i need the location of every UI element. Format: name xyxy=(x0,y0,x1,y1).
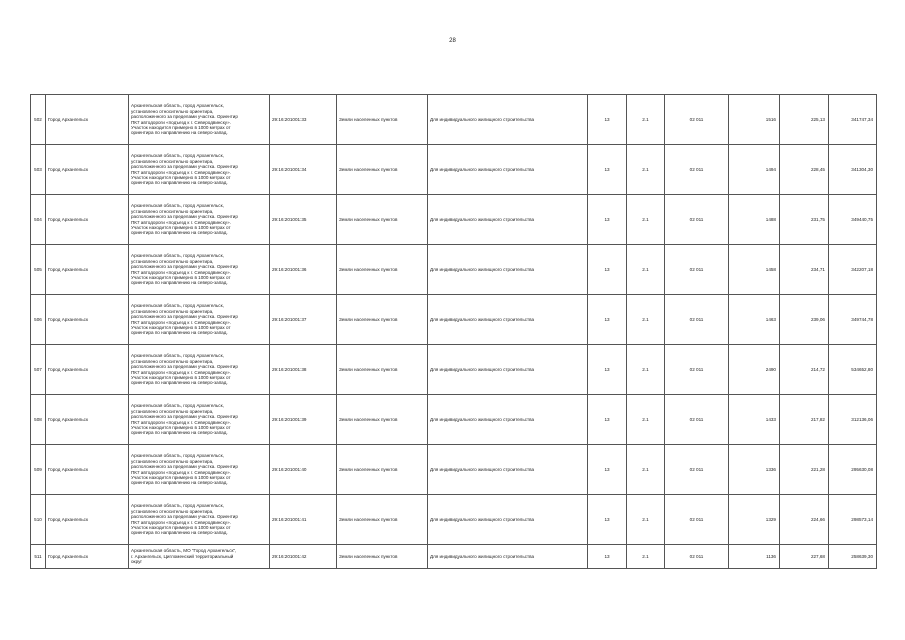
area-cell: 1136 xyxy=(729,545,780,569)
location-line: Архангельская область, город Архангельск, xyxy=(131,253,224,259)
land-category-cell: Земли населенных пунктов xyxy=(337,95,428,145)
location-line: расположенного за пределами участка. Ориентир xyxy=(131,464,238,470)
location-line: ориентира по направлению на северо-запад. xyxy=(131,330,228,336)
location-line: ПК7 автодороги «подъезд к г. Северодвинску». xyxy=(131,369,231,375)
location-cell xyxy=(129,145,270,195)
code-cell: 2.1 xyxy=(627,195,665,245)
location-line: установлено относительно ориентира, xyxy=(131,158,214,164)
code-cell: 2.1 xyxy=(627,95,665,145)
code-cell: 2.1 xyxy=(627,245,665,295)
row-number-cell: 509 xyxy=(31,445,46,495)
city-cell: Город Архангельск xyxy=(46,495,129,545)
code-cell: 2.1 xyxy=(627,145,665,195)
table-row xyxy=(31,245,877,295)
location-line: расположенного за пределами участка. Ориентир xyxy=(131,364,238,370)
zone-cell: 13 xyxy=(588,95,627,145)
zone-cell: 13 xyxy=(588,195,627,245)
location-cell xyxy=(129,545,270,569)
location-line: ПК7 автодороги «подъезд к г. Северодвинску». xyxy=(131,469,231,475)
location-line: Архангельская область, город Архангельск, xyxy=(131,403,224,409)
land-category-cell: Земли населенных пунктов xyxy=(337,245,428,295)
location-line: расположенного за пределами участка. Ориентир xyxy=(131,164,238,170)
location-cell xyxy=(129,195,270,245)
cadastral-number-cell: 29:16:201001:40 xyxy=(270,445,337,495)
price-cell: 217,82 xyxy=(780,395,829,445)
row-number-cell: 505 xyxy=(31,245,46,295)
code-cell: 2.1 xyxy=(627,495,665,545)
table-row xyxy=(31,345,877,395)
cadastral-value-cell: 341304,30 xyxy=(829,145,877,195)
permitted-use-cell: Для индивидуального жилищного строительства xyxy=(428,345,588,395)
location-line: Участок находится примерно в 1000 метрах от xyxy=(131,174,231,180)
location-line: установлено относительно ориентира, xyxy=(131,358,214,364)
location-line: ориентира по направлению на северо-запад. xyxy=(131,280,228,286)
permitted-use-cell: Для индивидуального жилищного строительства xyxy=(428,95,588,145)
location-line: установлено относительно ориентира, xyxy=(131,208,214,214)
code-cell: 2.1 xyxy=(627,445,665,495)
cadastral-number-cell: 29:16:201001:39 xyxy=(270,395,337,445)
cadastral-value-cell: 258639,30 xyxy=(829,545,877,569)
table-row xyxy=(31,295,877,345)
row-number-cell: 503 xyxy=(31,145,46,195)
cadastral-number-cell: 29:16:201001:42 xyxy=(270,545,337,569)
zone-cell: 13 xyxy=(588,445,627,495)
table-row xyxy=(31,495,877,545)
row-number-cell: 511 xyxy=(31,545,46,569)
location-cell xyxy=(129,245,270,295)
location-line: установлено относительно ориентира, xyxy=(131,458,214,464)
city-cell: Город Архангельск xyxy=(46,445,129,495)
location-line: ПК7 автодороги «подъезд к г. Северодвинску». xyxy=(131,219,231,225)
location-line: ориентира по направлению на северо-запад. xyxy=(131,230,228,236)
location-line: г. Архангельск, Цигломенский территориальный xyxy=(131,553,234,559)
table-row xyxy=(31,545,877,569)
city-cell: Город Архангельск xyxy=(46,545,129,569)
location-line: ПК7 автодороги «подъезд к г. Северодвинску». xyxy=(131,169,231,175)
location-line: ПК7 автодороги «подъезд к г. Северодвинску». xyxy=(131,519,231,525)
permitted-use-cell: Для индивидуального жилищного строительства xyxy=(428,445,588,495)
land-category-cell: Земли населенных пунктов xyxy=(337,395,428,445)
code-cell: 2.1 xyxy=(627,395,665,445)
table-row xyxy=(31,395,877,445)
location-line: расположенного за пределами участка. Ориентир xyxy=(131,214,238,220)
location-cell xyxy=(129,345,270,395)
land-category-cell: Земли населенных пунктов xyxy=(337,445,428,495)
land-category-cell: Земли населенных пунктов xyxy=(337,345,428,395)
row-number-cell: 502 xyxy=(31,95,46,145)
permitted-use-cell: Для индивидуального жилищного строительства xyxy=(428,195,588,245)
cadastral-number-cell: 29:16:201001:41 xyxy=(270,495,337,545)
location-line: расположенного за пределами участка. Ориентир xyxy=(131,514,238,520)
location-line: Архангельская область, город Архангельск, xyxy=(131,103,224,109)
code-cell: 2.1 xyxy=(627,345,665,395)
classifier-code-cell: 02 011 xyxy=(665,445,729,495)
table-row xyxy=(31,195,877,245)
land-plots-table xyxy=(30,94,877,569)
location-cell xyxy=(129,495,270,545)
zone-cell: 13 xyxy=(588,145,627,195)
city-cell: Город Архангельск xyxy=(46,395,129,445)
table-row xyxy=(31,445,877,495)
city-cell: Город Архангельск xyxy=(46,345,129,395)
classifier-code-cell: 02 011 xyxy=(665,345,729,395)
location-line: ориентира по направлению на северо-запад. xyxy=(131,130,228,136)
zone-cell: 13 xyxy=(588,545,627,569)
location-line: Участок находится примерно в 1000 метрах от xyxy=(131,524,231,530)
area-cell: 1433 xyxy=(729,395,780,445)
row-number-cell: 504 xyxy=(31,195,46,245)
area-cell: 1516 xyxy=(729,95,780,145)
cadastral-number-cell: 29:16:201001:38 xyxy=(270,345,337,395)
table-row xyxy=(31,145,877,195)
price-cell: 221,28 xyxy=(780,445,829,495)
row-number-cell: 506 xyxy=(31,295,46,345)
location-line: установлено относительно ориентира, xyxy=(131,508,214,514)
cadastral-value-cell: 349744,78 xyxy=(829,295,877,345)
permitted-use-cell: Для индивидуального жилищного строительства xyxy=(428,395,588,445)
classifier-code-cell: 02 011 xyxy=(665,545,729,569)
location-line: Архангельская область, город Архангельск, xyxy=(131,503,224,509)
location-line: расположенного за пределами участка. Ориентир xyxy=(131,414,238,420)
location-line: расположенного за пределами участка. Ориентир xyxy=(131,114,238,120)
permitted-use-cell: Для индивидуального жилищного строительства xyxy=(428,495,588,545)
cadastral-value-cell: 295630,08 xyxy=(829,445,877,495)
location-line: Архангельская область, город Архангельск, xyxy=(131,203,224,209)
row-number-cell: 508 xyxy=(31,395,46,445)
location-line: ПК7 автодороги «подъезд к г. Северодвинску». xyxy=(131,269,231,275)
zone-cell: 13 xyxy=(588,495,627,545)
classifier-code-cell: 02 011 xyxy=(665,245,729,295)
location-line: Архангельская область, город Архангельск, xyxy=(131,153,224,159)
location-cell xyxy=(129,395,270,445)
cadastral-number-cell: 29:16:201001:33 xyxy=(270,95,337,145)
land-category-cell: Земли населенных пунктов xyxy=(337,495,428,545)
permitted-use-cell: Для индивидуального жилищного строительства xyxy=(428,545,588,569)
classifier-code-cell: 02 011 xyxy=(665,195,729,245)
location-line: ПК7 автодороги «подъезд к г. Северодвинску». xyxy=(131,319,231,325)
location-line: Участок находится примерно в 1000 метрах от xyxy=(131,224,231,230)
location-line: ориентира по направлению на северо-запад. xyxy=(131,530,228,536)
location-line: ориентира по направлению на северо-запад. xyxy=(131,430,228,436)
area-cell: 1458 xyxy=(729,245,780,295)
city-cell: Город Архангельск xyxy=(46,195,129,245)
permitted-use-cell: Для индивидуального жилищного строительства xyxy=(428,295,588,345)
location-line: установлено относительно ориентира, xyxy=(131,308,214,314)
location-line: Участок находится примерно в 1000 метрах от xyxy=(131,124,231,130)
cadastral-number-cell: 29:16:201001:36 xyxy=(270,245,337,295)
area-cell: 1494 xyxy=(729,145,780,195)
zone-cell: 13 xyxy=(588,245,627,295)
cadastral-value-cell: 342207,18 xyxy=(829,245,877,295)
location-line: Архангельская область, город Архангельск, xyxy=(131,453,224,459)
row-number-cell: 507 xyxy=(31,345,46,395)
location-line: ПК7 автодороги «подъезд к г. Северодвинску». xyxy=(131,419,231,425)
cadastral-value-cell: 341747,34 xyxy=(829,95,877,145)
price-cell: 224,66 xyxy=(780,495,829,545)
price-cell: 214,72 xyxy=(780,345,829,395)
classifier-code-cell: 02 011 xyxy=(665,395,729,445)
location-line: Участок находится примерно в 1000 метрах от xyxy=(131,274,231,280)
location-line: расположенного за пределами участка. Ориентир xyxy=(131,264,238,270)
classifier-code-cell: 02 011 xyxy=(665,295,729,345)
city-cell: Город Архангельск xyxy=(46,95,129,145)
location-line: ориентира по направлению на северо-запад. xyxy=(131,380,228,386)
table-row xyxy=(31,95,877,145)
zone-cell: 13 xyxy=(588,395,627,445)
classifier-code-cell: 02 011 xyxy=(665,495,729,545)
area-cell: 1336 xyxy=(729,445,780,495)
price-cell: 231,75 xyxy=(780,195,829,245)
cadastral-number-cell: 29:16:201001:35 xyxy=(270,195,337,245)
zone-cell: 13 xyxy=(588,345,627,395)
cadastral-value-cell: 534652,80 xyxy=(829,345,877,395)
cadastral-number-cell: 29:16:201001:37 xyxy=(270,295,337,345)
zone-cell: 13 xyxy=(588,295,627,345)
location-line: округ xyxy=(131,559,143,565)
land-category-cell: Земли населенных пунктов xyxy=(337,545,428,569)
location-line: ПК7 автодороги «подъезд к г. Северодвинску». xyxy=(131,119,231,125)
permitted-use-cell: Для индивидуального жилищного строительства xyxy=(428,245,588,295)
cadastral-value-cell: 312136,06 xyxy=(829,395,877,445)
cadastral-value-cell: 349440,75 xyxy=(829,195,877,245)
location-line: Участок находится примерно в 1000 метрах от xyxy=(131,474,231,480)
city-cell: Город Архангельск xyxy=(46,145,129,195)
location-line: Архангельская область, город Архангельск, xyxy=(131,353,224,359)
city-cell: Город Архангельск xyxy=(46,245,129,295)
area-cell: 1329 xyxy=(729,495,780,545)
cadastral-value-cell: 298573,14 xyxy=(829,495,877,545)
location-line: установлено относительно ориентира, xyxy=(131,258,214,264)
price-cell: 227,68 xyxy=(780,545,829,569)
page-number: 28 xyxy=(449,38,456,44)
land-category-cell: Земли населенных пунктов xyxy=(337,295,428,345)
price-cell: 234,71 xyxy=(780,245,829,295)
table-body xyxy=(31,95,877,569)
location-line: установлено относительно ориентира, xyxy=(131,108,214,114)
permitted-use-cell: Для индивидуального жилищного строительства xyxy=(428,145,588,195)
location-line: Участок находится примерно в 1000 метрах от xyxy=(131,424,231,430)
price-cell: 228,45 xyxy=(780,145,829,195)
price-cell: 225,13 xyxy=(780,95,829,145)
location-line: установлено относительно ориентира, xyxy=(131,408,214,414)
price-cell: 239,06 xyxy=(780,295,829,345)
location-line: Архангельская область, МО "Город Архангельск", xyxy=(131,548,237,554)
location-cell xyxy=(129,95,270,145)
classifier-code-cell: 02 011 xyxy=(665,145,729,195)
location-cell xyxy=(129,295,270,345)
row-number-cell: 510 xyxy=(31,495,46,545)
land-category-cell: Земли населенных пунктов xyxy=(337,145,428,195)
location-line: Участок находится примерно в 1000 метрах от xyxy=(131,324,231,330)
location-line: расположенного за пределами участка. Ориентир xyxy=(131,314,238,320)
location-line: Участок находится примерно в 1000 метрах от xyxy=(131,374,231,380)
land-category-cell: Земли населенных пунктов xyxy=(337,195,428,245)
location-line: ориентира по направлению на северо-запад. xyxy=(131,180,228,186)
code-cell: 2.1 xyxy=(627,545,665,569)
location-line: ориентира по направлению на северо-запад. xyxy=(131,480,228,486)
location-cell xyxy=(129,445,270,495)
code-cell: 2.1 xyxy=(627,295,665,345)
area-cell: 2490 xyxy=(729,345,780,395)
cadastral-number-cell: 29:16:201001:34 xyxy=(270,145,337,195)
city-cell: Город Архангельск xyxy=(46,295,129,345)
area-cell: 1463 xyxy=(729,295,780,345)
location-line: Архангельская область, город Архангельск, xyxy=(131,303,224,309)
classifier-code-cell: 02 011 xyxy=(665,95,729,145)
area-cell: 1488 xyxy=(729,195,780,245)
